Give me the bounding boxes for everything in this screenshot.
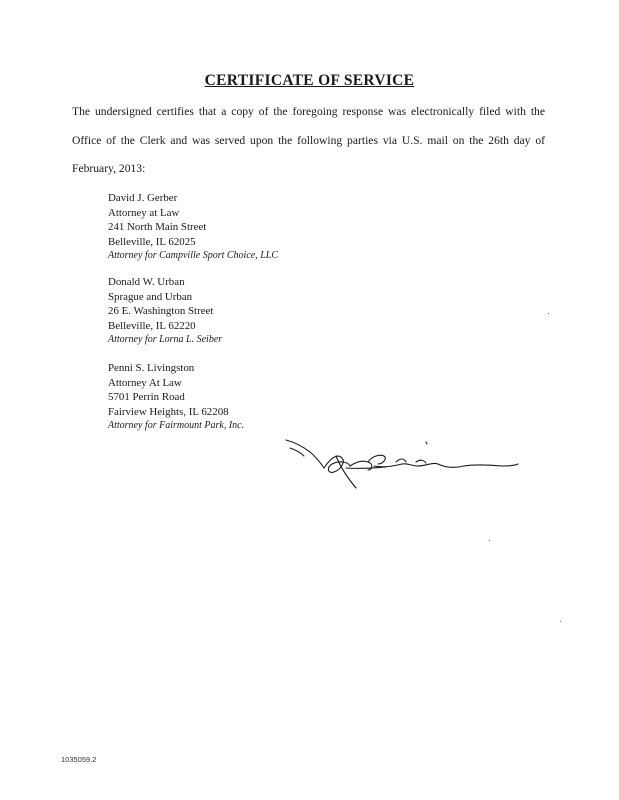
party-street: 241 North Main Street (108, 221, 207, 234)
party-title: Attorney At Law (108, 376, 182, 389)
party-street: 26 E. Washington Street (108, 305, 214, 318)
party-city: Belleville, IL 62025 (108, 235, 196, 248)
certification-paragraph: The undersigned certifies that a copy of the foregoing response was electronically filed with the Office of the Clerk and was served upon the following parties via U.S. mail on the 26th day of February, 2013: (72, 105, 545, 175)
party-name: Penni S. Livingston (108, 362, 195, 374)
scan-speck (548, 313, 549, 314)
party-name: Donald W. Urban (108, 276, 185, 288)
party-role: Attorney for Lorna L. Seiber (108, 334, 223, 346)
party-street: 5701 Perrin Road (108, 391, 185, 404)
party-city: Belleville, IL 62220 (108, 319, 196, 332)
party-role: Attorney for Campville Sport Choice, LLC (108, 250, 278, 262)
handwritten-signature-icon (276, 432, 526, 492)
party-name: David J. Gerber (108, 192, 178, 204)
party-title: Sprague and Urban (108, 290, 193, 303)
service-party-gerber (108, 191, 278, 264)
document-title: CERTIFICATE OF SERVICE (204, 72, 415, 89)
service-party-urban (108, 275, 222, 348)
party-title: Attorney at Law (108, 206, 180, 219)
scan-speck (560, 621, 561, 622)
party-city: Fairview Heights, IL 62208 (108, 405, 229, 418)
service-party-livingston (108, 361, 244, 434)
scan-speck (489, 540, 490, 541)
party-role: Attorney for Fairmount Park, Inc. (108, 420, 245, 432)
document-id: 1035059.2 (61, 755, 97, 764)
